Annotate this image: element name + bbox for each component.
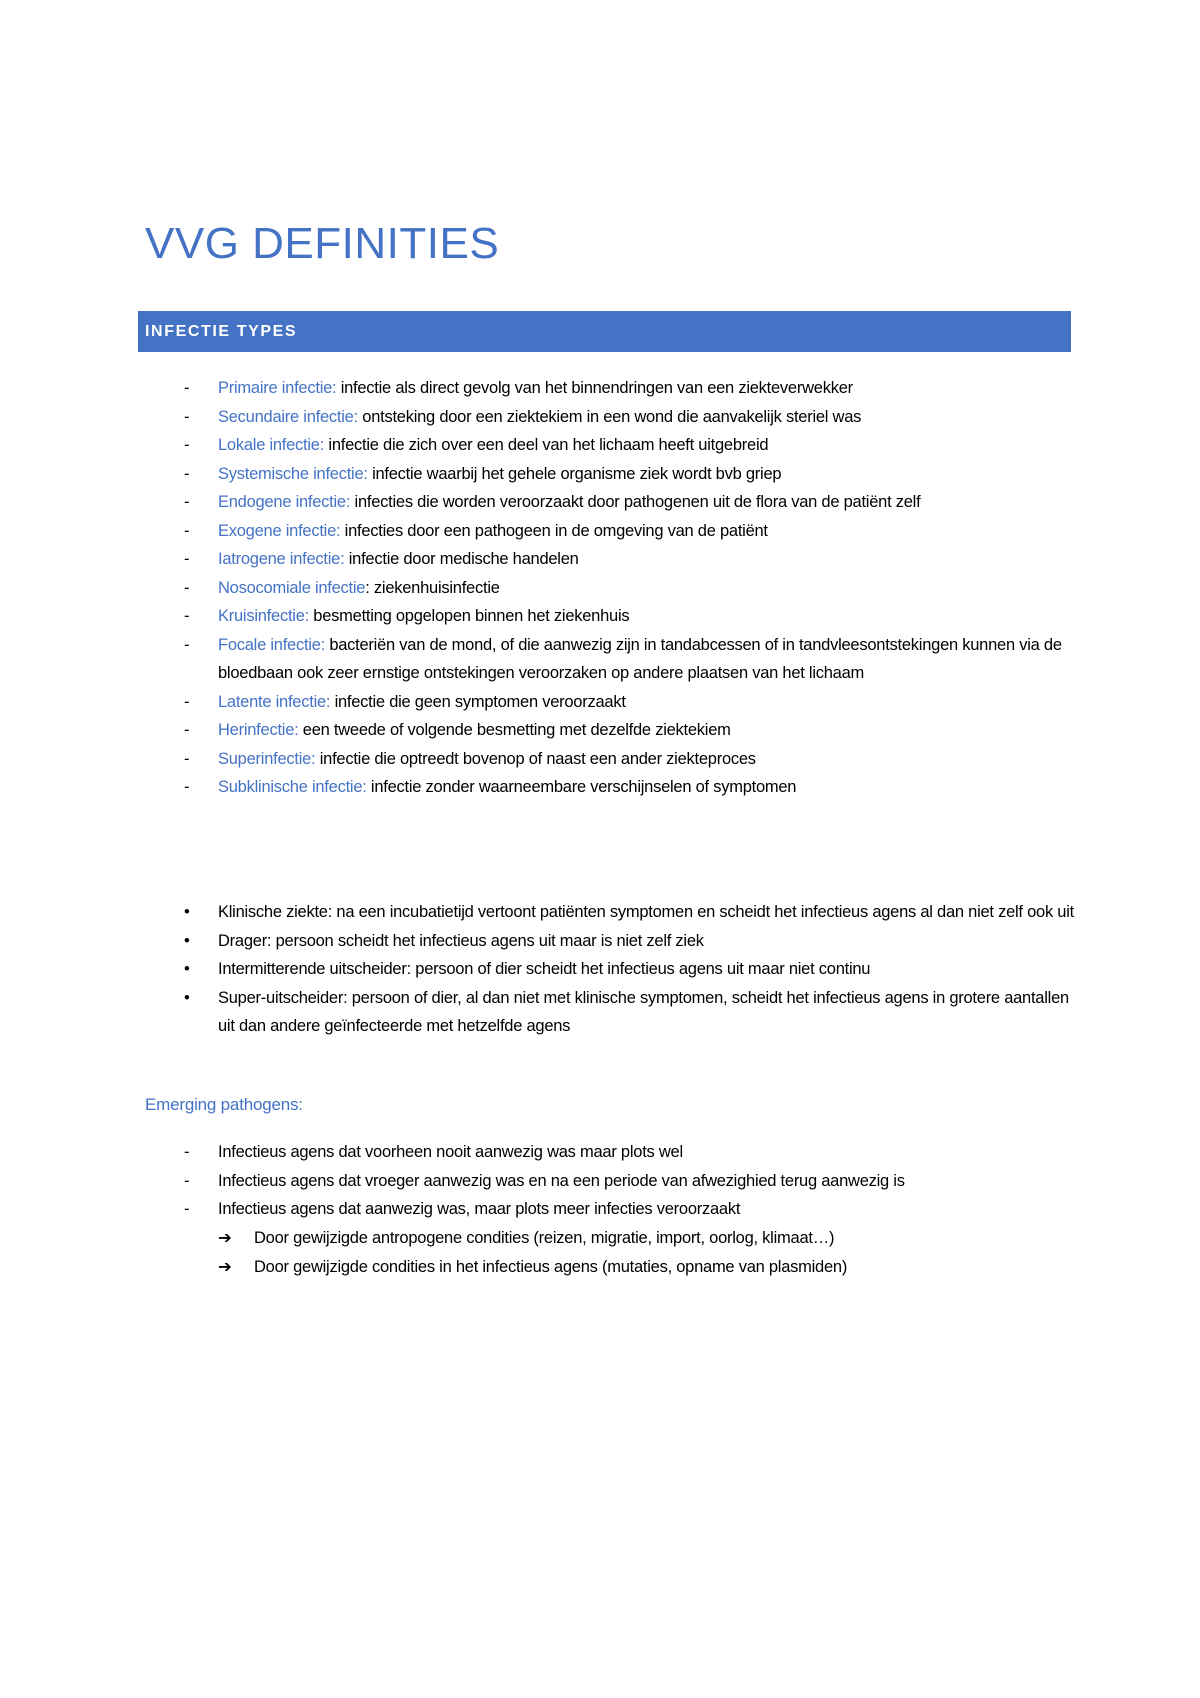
list-item [0,955,1083,984]
emerging-sub-list [0,1224,1074,1281]
dash-marker: - [184,1143,190,1161]
list-item [0,460,1083,489]
dash-marker: - [184,578,190,597]
term: Nosocomiale infectie [218,578,366,597]
term: Superinfectie: [218,749,316,768]
definition: bacteriën van de mond, of die aanwezig zijn in tandabcessen of in tandvleesontstekingen kunnen via de bloedbaan ook zeer ernstige ontstekingen veroorzaken op andere plaatsen van het lichaam [218,635,1062,682]
definition: infectie door medische handelen [344,550,579,568]
list-item-text: Intermitterende uitscheider: persoon of dier scheidt het infectieus agens uit maar niet continu [218,960,871,978]
list-item [0,898,1083,927]
term: Iatrogene infectie: [218,550,345,568]
dash-marker: - [184,635,190,654]
term: Herinfectie: [218,721,299,739]
list-item-text: Drager: persoon scheidt het infectieus agens uit maar is niet zelf ziek [218,931,704,950]
list-item [0,745,1083,774]
list-item [0,631,1083,688]
document-title: VVG DEFINITIES [145,219,500,268]
term: Kruisinfectie: [218,607,309,625]
list-item [0,1167,1083,1196]
sub-list-item-text: Door gewijzigde antropogene condities (reizen, migratie, import, oorlog, klimaat…) [254,1229,835,1247]
list-item [0,773,1083,802]
dash-marker: - [184,1171,190,1190]
section-header-label: INFECTIE TYPES [145,322,298,340]
term: Exogene infectie: [218,521,341,540]
dash-marker: - [184,1200,190,1218]
dash-marker: - [184,607,190,625]
bullet-marker: • [184,988,190,1007]
list-item [0,517,1083,546]
dash-marker: - [184,379,190,397]
definition: infectie waarbij het gehele organisme ziek wordt bvb griep [367,464,782,483]
definition: infecties die worden veroorzaakt door pathogenen uit de flora van de patiënt zelf [350,493,921,511]
term: Endogene infectie: [218,493,351,511]
dash-marker: - [184,721,190,739]
list-item [0,488,1083,517]
section-header-infectie-types [138,311,1071,352]
dash-marker: - [184,436,190,454]
term: Subklinische infectie: [218,778,367,796]
dash-marker: - [184,407,190,426]
carrier-types-list [0,898,1083,1041]
definition: infectie die optreedt bovenop of naast een ander ziekteproces [315,749,756,768]
list-item [0,1138,1083,1167]
list-item-text: Infectieus agens dat aanwezig was, maar plots meer infecties veroorzaakt [218,1200,741,1218]
definition: besmetting opgelopen binnen het ziekenhuis [308,607,630,625]
sub-list-item [218,1224,1074,1253]
list-item [0,927,1083,956]
term: Focale infectie: [218,635,325,654]
list-item [0,1195,1083,1224]
definition: ontsteking door een ziektekiem in een wond die aanvakelijk steriel was [357,407,862,426]
definition: infectie zonder waarneembare verschijnselen of symptomen [366,778,797,796]
term: Systemische infectie: [218,464,368,483]
list-item [0,403,1083,432]
term: Lokale infectie: [218,436,325,454]
list-item [0,431,1083,460]
definition: : ziekenhuisinfectie [365,578,500,597]
list-item [0,688,1083,717]
definition: een tweede of volgende besmetting met dezelfde ziektekiem [298,721,731,739]
definition: infectie als direct gevolg van het binnendringen van een ziekteverwekker [336,379,853,397]
emerging-pathogens-list [0,1138,1083,1224]
list-item [0,716,1083,745]
bullet-marker: • [184,931,190,950]
arrow-right-icon: ➔ [218,1257,232,1276]
list-item [0,602,1083,631]
list-item-text: Infectieus agens dat voorheen nooit aanwezig was maar plots wel [218,1143,683,1161]
list-item [0,984,1083,1041]
definition: infectie die zich over een deel van het lichaam heeft uitgebreid [324,436,769,454]
dash-marker: - [184,521,190,540]
definition: infectie die geen symptomen veroorzaakt [330,692,626,711]
term: Secundaire infectie: [218,407,358,426]
list-item-text: Super-uitscheider: persoon of dier, al dan niet met klinische symptomen, scheidt het infectieus agens in grotere aantallen uit dan andere geïnfecteerde met hetzelfde agens [218,988,1069,1035]
dash-marker: - [184,550,190,568]
sub-list-item [218,1253,1074,1282]
infection-types-list [0,374,1083,802]
list-item-text: Klinische ziekte: na een incubatietijd vertoont patiënten symptomen en scheidt het infectieus agens al dan niet zelf ook uit [218,903,1074,921]
dash-marker: - [184,464,190,483]
list-item [0,374,1083,403]
arrow-right-icon: ➔ [218,1229,232,1247]
dash-marker: - [184,749,190,768]
list-item [0,545,1083,574]
term: Primaire infectie: [218,379,337,397]
definition: infecties door een pathogeen in de omgeving van de patiënt [340,521,768,540]
list-item [0,574,1083,603]
bullet-marker: • [184,903,190,921]
sub-list-item-text: Door gewijzigde condities in het infectieus agens (mutaties, opname van plasmiden) [254,1257,848,1276]
dash-marker: - [184,493,190,511]
list-item-text: Infectieus agens dat vroeger aanwezig was en na een periode van afwezighied terug aanwezig is [218,1171,905,1190]
emerging-pathogens-heading: Emerging pathogens: [145,1095,303,1114]
dash-marker: - [184,778,190,796]
dash-marker: - [184,692,190,711]
term: Latente infectie: [218,692,331,711]
bullet-marker: • [184,960,190,978]
